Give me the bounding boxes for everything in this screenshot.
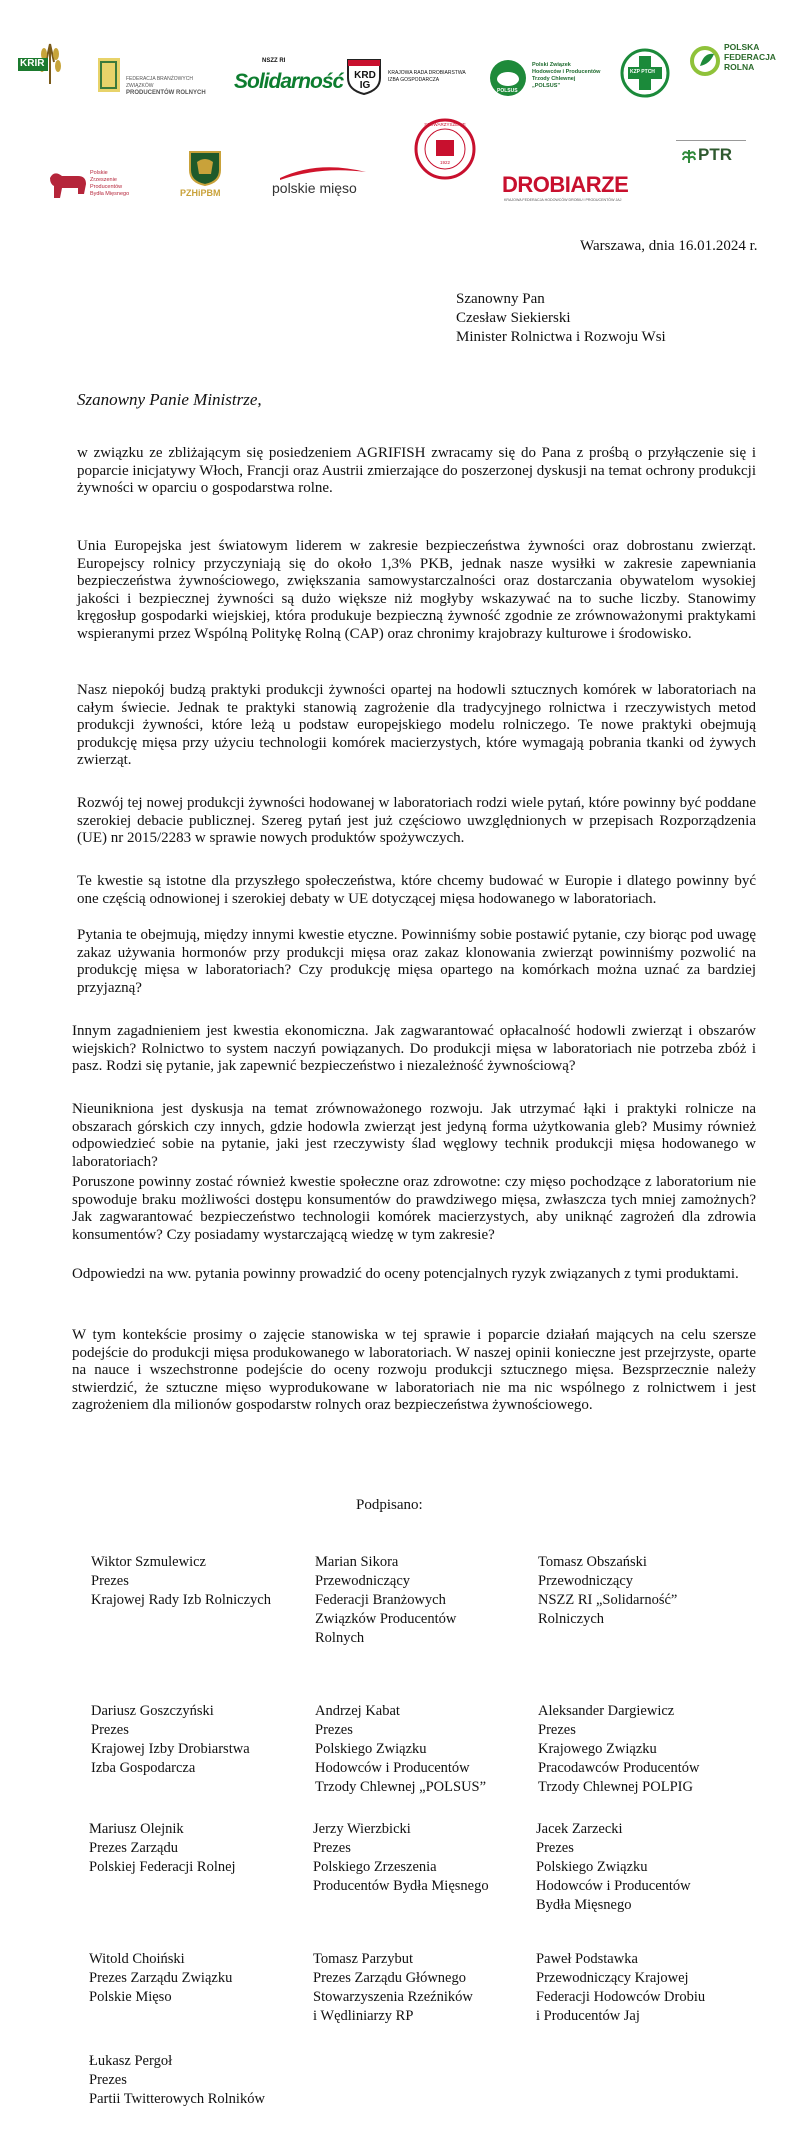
polsus-line-4: „POLSUS” xyxy=(532,83,561,89)
signatory-name: Jacek Zarzecki xyxy=(536,1821,623,1837)
logo-srw xyxy=(410,114,480,186)
fbzpr-line-2: PRODUCENTÓW ROLNYCH xyxy=(126,90,206,96)
signatory-org: Polskiego Związku xyxy=(315,1741,427,1757)
paragraph-5: Te kwestie są istotne dla przyszłego społeczeństwa, które chcemy budować w Europie i dlatego powinny być one częścią odnowionej i szerokiej debaty w UE dotyczącej mięsa hodowanego w laboratoriach. xyxy=(77,873,756,907)
polsus-line-2: Hodowców i Producentów xyxy=(532,69,601,75)
signatory-org: Polskiego Związku xyxy=(536,1859,648,1875)
signatory-title: Przewodniczący xyxy=(538,1573,634,1589)
signatory-org: Związków Producentów xyxy=(315,1611,457,1627)
polskie-mieso-wordmark: polskie mięso xyxy=(272,180,357,196)
signatory-3 xyxy=(538,1553,677,1629)
signatory-8 xyxy=(313,1820,489,1896)
logo-ptr xyxy=(676,140,746,180)
paragraph-6: Pytania te obejmują, między innymi kwestie etyczne. Powinniśmy sobie postawić pytanie, czy biorąc pod uwagę zakaz używania hormonów przy produkcji mięsa oraz zakaz klonowania zwierząt powinniśmy pozwolić na produkcję mięsa w laboratoriach? Czy produkcję mięsa opartego na komórkach można uznać za bardziej przyjazną? xyxy=(77,927,756,996)
signatory-5 xyxy=(315,1702,486,1797)
logo-solidarnosc xyxy=(230,58,344,102)
logo-drobiarze xyxy=(502,172,646,208)
signatory-org: Rolniczych xyxy=(538,1611,605,1627)
signatory-org: Polskiego Zrzeszenia xyxy=(313,1859,437,1875)
signatory-title: Prezes xyxy=(91,1573,129,1589)
signatory-name: Aleksander Dargiewicz xyxy=(538,1703,675,1719)
signatory-org: Pracodawców Producentów xyxy=(538,1760,700,1776)
signatory-org: Stowarzyszenia Rzeźników xyxy=(313,1989,473,2005)
signatory-name: Witold Choiński xyxy=(89,1951,185,1967)
signatory-1 xyxy=(91,1553,271,1610)
recipient-line-2: Czesław Siekierski xyxy=(456,310,571,326)
krdig-line-2: IZBA GOSPODARCZA xyxy=(388,77,440,83)
bull-icon xyxy=(48,168,88,202)
pzpbm-line-2: Zrzeszenie xyxy=(90,177,117,183)
signatory-org: Trzody Chlewnej POLPIG xyxy=(538,1779,693,1795)
salutation: Szanowny Panie Ministrze, xyxy=(77,390,262,409)
signatory-title: Prezes Zarządu xyxy=(89,1840,178,1856)
solidarnosc-top: NSZZ RI xyxy=(262,58,286,64)
polsus-badge: POLSUS xyxy=(497,88,518,94)
ptr-label: PTR xyxy=(698,145,732,164)
paragraph-3: Nasz niepokój budzą praktyki produkcji żywności opartej na hodowli sztucznych komórek w laboratoriach na całym świecie. Jednak te praktyki stanowią zagrożenie dla tradycyjnego rolnictwa i rzeczywistych metod produkcji żywności, które leżą u podstaw europejskiego modelu rolniczego. Te nowe praktyki obejmują produkcję mięsa przy użyciu technologii komórek macierzystych, które wymagają pobrania tkanki od żywych zwierząt. xyxy=(77,682,756,768)
signatory-org: i Producentów Jaj xyxy=(536,2008,640,2024)
signatory-name: Mariusz Olejnik xyxy=(89,1821,184,1837)
ptr-rule xyxy=(676,140,746,142)
signatory-title: Prezes xyxy=(91,1722,129,1738)
drobiarze-wordmark: DROBIARZE xyxy=(502,172,629,197)
signed-label: Podpisano: xyxy=(356,1497,423,1513)
signatory-name: Łukasz Pergoł xyxy=(89,2053,173,2069)
signatory-org: NSZZ RI „Solidarność” xyxy=(538,1592,678,1608)
pfr-line-2: FEDERACJA xyxy=(724,52,776,62)
solidarnosc-wordmark: Solidarność xyxy=(234,70,344,93)
signatory-10 xyxy=(89,1950,232,2007)
signatory-title: Prezes xyxy=(536,1840,574,1856)
pzhipbm-label: PZHiPBM xyxy=(180,188,221,198)
signatory-org: Hodowców i Producentów xyxy=(315,1760,470,1776)
recipient-block xyxy=(456,290,666,347)
pfr-leaf-icon xyxy=(690,46,720,76)
logo-fbzpr xyxy=(96,54,216,104)
signatory-org: Federacji Hodowców Drobiu xyxy=(536,1989,706,2005)
ptr-leaf-icon xyxy=(680,146,698,164)
signatory-org: Bydła Mięsnego xyxy=(536,1897,632,1913)
paragraph-11: W tym kontekście prosimy o zajęcie stanowiska w tej sprawie i poparcie działań mających na celu szersze podejście do produkcji mięsa produkowanego w laboratoriach. W naszej opinii konieczne jest przejrzyste, oparte na nauce i wszechstronne podejście do oceny rozwoju produkcji sztucznego mięsa. Bezsprzecznie należy stwierdzić, że sztuczne mięso wyprodukowane w laboratoriach nie ma nic wspólnego z rolnictwem i jest zagrożeniem dla milionów gospodarstw rolnych oraz bezpieczeństwa żywnościowego. xyxy=(72,1327,756,1413)
logo-krdig xyxy=(344,56,474,100)
logo-kzp xyxy=(620,48,670,98)
drobiarze-sub: KRAJOWA FEDERACJA HODOWCÓW DROBIU I PRODUCENTÓW JAJ xyxy=(504,198,622,202)
pfr-line-1: POLSKA xyxy=(724,42,760,52)
srw-line-2: 1922 xyxy=(439,160,450,165)
recipient-line-3: Minister Rolnictwa i Rozwoju Wsi xyxy=(456,329,666,345)
signatory-name: Andrzej Kabat xyxy=(315,1703,400,1719)
signatory-title: Prezes Zarządu Głównego xyxy=(313,1970,466,1986)
polsus-line-3: Trzody Chlewnej xyxy=(532,76,576,82)
signatory-name: Dariusz Goszczyński xyxy=(91,1703,214,1719)
pzpbm-line-1: Polskie xyxy=(90,170,108,176)
paragraph-4: Rozwój tej nowej produkcji żywności hodowanej w laboratoriach rodzi wiele pytań, które powinny być poddane szerokiej debacie publicznej. Szereg pytań jest już częściowo uwzględnionych w przepisach Rozporządzenia (UE) nr 2015/2283 w sprawie nowych produktów spożywczych. xyxy=(77,795,756,846)
signatory-org: Producentów Bydła Mięsnego xyxy=(313,1878,489,1894)
signatory-4 xyxy=(91,1702,250,1778)
signatory-13 xyxy=(89,2052,265,2109)
signatory-2 xyxy=(315,1553,456,1648)
signatory-org: Hodowców i Producentów xyxy=(536,1878,691,1894)
letter-date: Warszawa, dnia 16.01.2024 r. xyxy=(580,238,758,254)
logo-pzhipbm xyxy=(176,150,236,206)
paragraph-7: Innym zagadnieniem jest kwestia ekonomiczna. Jak zagwarantować opłacalność hodowli zwierząt i obszarów wiejskich? Rolnictwo to system naczyń powiązanych. Do produkcji mięsa w laboratoriach nie potrzeba zbóż i pasz. Rodzi się pytanie, jak zapewnić bezpieczeństwo i niezależność żywnościową? xyxy=(72,1023,756,1074)
signatory-name: Wiktor Szmulewicz xyxy=(91,1554,206,1570)
logo-polskie-mieso xyxy=(270,164,400,204)
signatory-name: Tomasz Parzybut xyxy=(313,1951,414,1967)
recipient-line-1: Szanowny Pan xyxy=(456,291,545,307)
signatory-title: Prezes xyxy=(315,1722,353,1738)
signatory-title: Przewodniczący xyxy=(315,1573,411,1589)
signatory-org: Partii Twitterowych Rolników xyxy=(89,2091,265,2107)
paragraph-9: Poruszone powinny zostać również kwestie społeczne oraz zdrowotne: czy mięso pochodzące z laboratorium nie spowoduje braku możliwości dostępu konsumentów do prawdziwego mięsa, zwłaszcza tych mniej zamożnych? Jak zagwarantować bezpieczeństwo technologii komórek macierzystych, aby uniknąć zagrożeń dla zdrowia konsumentów? Czy posiadamy wystarczającą wiedzę w tym zakresie? xyxy=(72,1174,756,1243)
pzpbm-line-3: Producentów xyxy=(90,184,123,190)
signatory-org: Polskie Mięso xyxy=(89,1989,172,2005)
signatory-name: Marian Sikora xyxy=(315,1554,399,1570)
polsus-line-1: Polski Związek xyxy=(532,62,571,68)
paragraph-1: w związku ze zbliżającym się posiedzeniem AGRIFISH zwracamy się do Pana z prośbą o przyłączenie się i poparcie inicjatywy Włoch, Francji oraz Austrii zmierzające do poszerzonej dyskusji na temat ochrony produkcji żywności w oparciu o gospodarstwa rolne. xyxy=(77,445,756,496)
fbzpr-emblem-icon xyxy=(96,54,124,96)
signatory-12 xyxy=(536,1950,705,2026)
signatory-7 xyxy=(89,1820,236,1877)
pfr-line-3: ROLNA xyxy=(724,62,755,72)
signatory-org: Federacji Branżowych xyxy=(315,1592,446,1608)
signatory-org: Trzody Chlewnej „POLSUS” xyxy=(315,1779,487,1795)
signatory-11 xyxy=(313,1950,473,2026)
signatory-org: Krajowej Rady Izb Rolniczych xyxy=(91,1592,271,1608)
krdig-line-1: KRAJOWA RADA DROBIARSTWA xyxy=(388,70,466,76)
pzpbm-line-4: Bydła Mięsnego xyxy=(90,191,130,197)
krir-label: KRIR xyxy=(20,58,45,69)
signatory-title: Prezes Zarządu Związku xyxy=(89,1970,233,1986)
paragraph-2: Unia Europejska jest światowym liderem w zakresie bezpieczeństwa żywności oraz dobrostanu zwierząt. Europejscy rolnicy przyczyniają się do około 1,3% PKB, jednak nasze wysiłki w zakresie zapewniania bezpieczeństwa żywnościowego, zwiększania samowystarczalności oraz dostarczania obywatelom wysokiej jakości i bezpiecznej żywności są dużo większe niż mogłyby wskazywać na to suche liczby. Stanowimy kręgosłup gospodarki wiejskiej, która produkuje bezpieczną żywność zgodnie ze zrównoważonymi praktykami wspieranymi przez Wspólną Politykę Rolną (CAP) oraz chronimy krajobrazy kulturowe i środowisko. xyxy=(77,538,756,642)
signatory-org: i Wędliniarzy RP xyxy=(313,2008,414,2024)
signatory-name: Paweł Podstawka xyxy=(536,1951,638,1967)
signatory-org: Krajowej Izby Drobiarstwa xyxy=(91,1741,250,1757)
signatory-org: Izba Gospodarcza xyxy=(91,1760,196,1776)
signatory-name: Jerzy Wierzbicki xyxy=(313,1821,411,1837)
logo-pfr xyxy=(690,42,790,88)
logo-polsus xyxy=(488,56,612,104)
signatory-6 xyxy=(538,1702,699,1797)
logo-krir xyxy=(16,40,84,88)
signatory-org: Polskiej Federacji Rolnej xyxy=(89,1859,236,1875)
signatory-title: Prezes xyxy=(89,2072,127,2088)
signatory-9 xyxy=(536,1820,691,1915)
pzhipbm-shield-icon xyxy=(188,150,222,186)
signatory-title: Prezes xyxy=(538,1722,576,1738)
signatory-org: Rolnych xyxy=(315,1630,365,1646)
fbzpr-line-1: FEDERACJA BRANŻOWYCH ZWIĄZKÓW xyxy=(126,76,193,89)
signatory-title: Przewodniczący Krajowej xyxy=(536,1970,689,1986)
signatory-title: Prezes xyxy=(313,1840,351,1856)
kzp-label: KZP PTCH xyxy=(630,69,655,75)
logo-pzpbm xyxy=(48,164,158,210)
paragraph-8: Nieunikniona jest dyskusja na temat zrównoważonego rozwoju. Jak utrzymać łąki i praktyki rolnicze na obszarach górskich czy innych, gdzie hodowla zwierząt jest jedyną forma użytkowania gleb? Musimy również odpowiedzieć sobie na pytanie, jaki jest rzeczywisty ślad węglowy technik produkcji mięsa hodowanego w laboratoriach? xyxy=(72,1101,756,1170)
signatory-name: Tomasz Obszański xyxy=(538,1554,647,1570)
srw-line-1: STOWARZYSZENIE xyxy=(424,122,466,127)
krdig-mark: KRD IG xyxy=(354,70,376,91)
signatory-org: Krajowego Związku xyxy=(538,1741,657,1757)
paragraph-10: Odpowiedzi na ww. pytania powinny prowadzić do oceny potencjalnych ryzyk związanych z tymi produktami. xyxy=(72,1266,739,1282)
